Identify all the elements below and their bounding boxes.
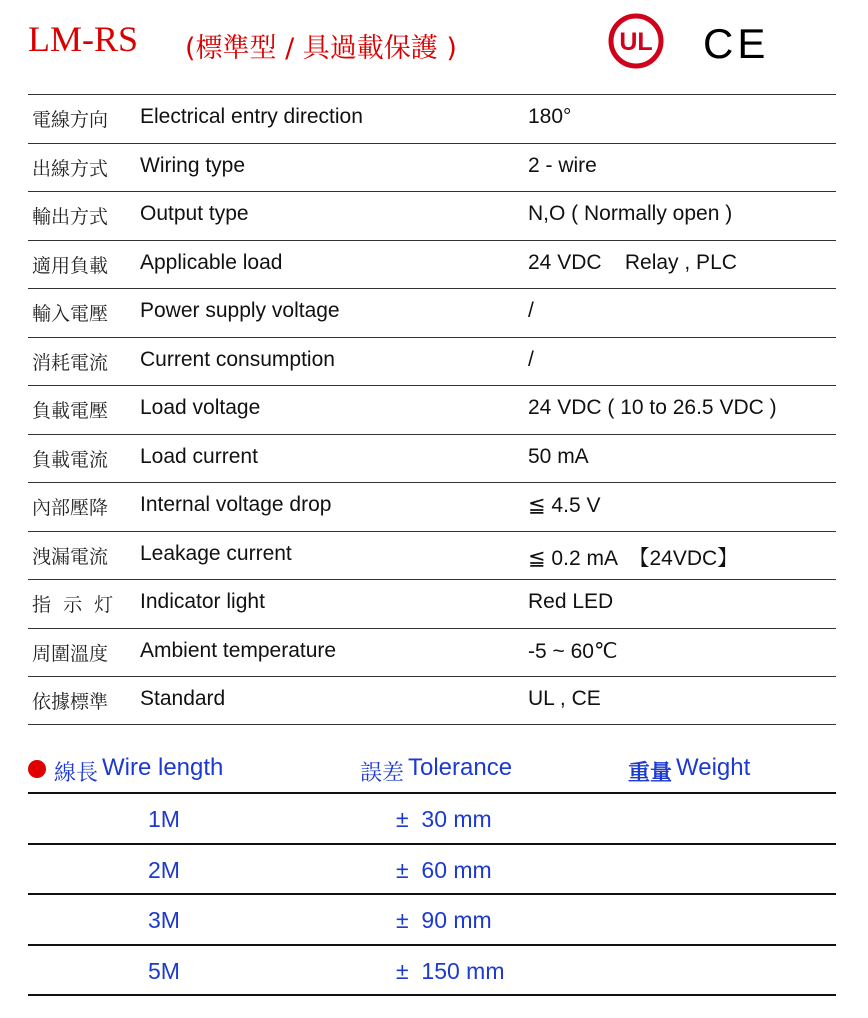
page-header [28,8,848,72]
wire-tolerance-value: ± 30 mm [396,806,492,832]
wire-row [28,895,836,946]
spec-label-zh: 依據標準 [32,691,109,713]
spec-row [28,337,836,386]
spec-row [28,94,836,143]
spec-row [28,288,836,337]
spec-row [28,385,836,434]
spec-label-en: Leakage current [140,541,292,565]
spec-value: 180° [528,105,572,128]
spec-row [28,191,836,240]
model-title: LM-RS [28,19,139,59]
spec-label-en: Applicable load [140,250,283,274]
wire-length-value: 2M [148,856,180,883]
spec-row [28,482,836,531]
wire-row [28,946,836,997]
ce-mark-text: CE [703,20,770,64]
red-bullet-icon [28,760,46,778]
spec-label-zh: 洩漏電流 [32,545,109,568]
ul-mark-text: UL [619,28,653,56]
specifications-table [28,94,836,725]
weight-label-zh: 重量 [628,761,673,786]
spec-label-zh: 電線方向 [32,109,109,131]
tolerance-label-zh: 誤差 [360,761,405,786]
spec-row [28,579,836,628]
spec-value: / [528,299,534,322]
spec-value: Red LED [528,590,614,613]
spec-label-en: Standard [140,687,226,710]
ce-certification-icon [703,20,783,64]
spec-label-en: Wiring type [140,153,246,177]
spec-label-en: Load voltage [140,396,261,419]
weight-label-en: Weight [676,754,751,781]
wire-length-value: 1M [148,806,180,832]
spec-label-zh: 消耗電流 [32,351,109,374]
spec-value: UL , CE [528,687,601,710]
ul-certification-icon [608,13,664,69]
spec-label-zh: 輸入電壓 [32,303,109,325]
wire-length-header [28,752,836,794]
wire-length-label-zh: 線長 [54,761,99,786]
spec-row [28,628,836,677]
spec-label-zh: 出線方式 [32,157,109,180]
spec-label-en: Internal voltage drop [140,493,332,516]
spec-label-zh: 周圍溫度 [32,642,109,665]
spec-label-zh: 負載電壓 [32,400,109,422]
spec-value: ≦ 4.5 V [528,494,601,517]
wire-length-value: 5M [148,957,180,984]
spec-label-en: Output type [140,202,249,225]
model-type-label: (標準型 / 具過載保護 ) [185,33,457,64]
spec-label-zh: 指 示 灯 [32,594,114,616]
spec-value: N,O ( Normally open ) [528,202,733,225]
spec-label-zh: 內部壓降 [32,497,109,519]
wire-length-value: 3M [148,907,180,933]
spec-label-en: Current consumption [140,347,335,371]
spec-value: 24 VDC Relay , PLC [528,250,737,274]
spec-value: / [528,347,534,371]
spec-value: -5 ~ 60℃ [528,639,618,663]
wire-tolerance-value: ± 60 mm [396,856,492,883]
spec-row [28,240,836,289]
spec-label-en: Indicator light [140,590,265,613]
spec-label-en: Load current [140,444,258,468]
wire-row [28,794,836,845]
spec-value: 50 mA [528,444,589,468]
wire-length-table [28,794,836,996]
wire-row [28,845,836,896]
wire-tolerance-value: ± 90 mm [396,907,492,933]
spec-label-en: Electrical entry direction [140,105,363,128]
spec-label-zh: 負載電流 [32,448,109,471]
spec-row [28,434,836,483]
spec-label-en: Power supply voltage [140,299,340,322]
spec-label-zh: 適用負載 [32,254,109,277]
spec-row [28,676,836,725]
tolerance-label-en: Tolerance [408,754,513,781]
spec-row [28,143,836,192]
spec-label-en: Ambient temperature [140,638,337,662]
spec-value: 24 VDC ( 10 to 26.5 VDC ) [528,396,777,419]
wire-length-label-en: Wire length [102,754,224,781]
wire-tolerance-value: ± 150 mm [396,957,505,984]
spec-row [28,531,836,580]
spec-value: ≦ 0.2 mA 【24VDC】 [528,546,739,570]
spec-value: 2 - wire [528,153,597,177]
spec-label-zh: 輸出方式 [32,206,109,228]
